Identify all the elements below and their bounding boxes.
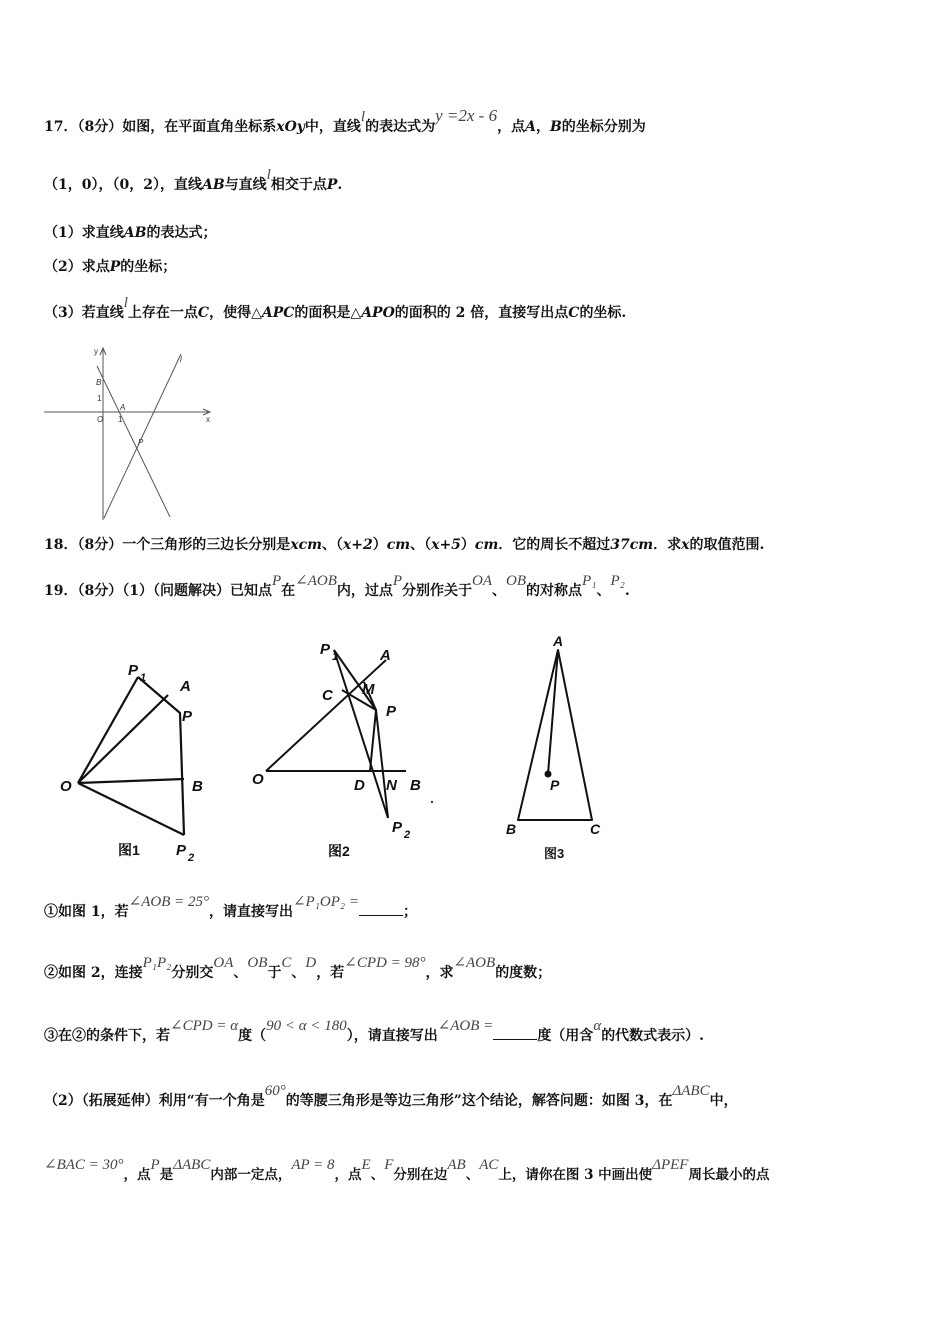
text: ②如图 2，连接: [44, 965, 143, 981]
caption-fig3: 图3: [544, 846, 565, 861]
text: ）: [460, 537, 475, 553]
text: ，求: [425, 965, 454, 981]
var-E: E: [361, 1157, 371, 1173]
unit-cm: cm: [474, 537, 499, 553]
one-y-label: 1: [97, 394, 102, 403]
label-a: A: [380, 647, 391, 664]
q19-item3: [44, 1018, 705, 1045]
q19-item2: [44, 955, 552, 982]
caption-fig1: 图1: [118, 842, 140, 858]
text: 是: [159, 1167, 174, 1183]
var-x5: x+5: [431, 537, 461, 553]
condition: ∠CPD = α: [170, 1018, 239, 1034]
var-APO: APO: [361, 305, 395, 321]
text: 内部一定点，: [210, 1167, 292, 1183]
q17-line2: [44, 167, 343, 194]
text: ③在②的条件下，若: [44, 1028, 170, 1044]
text: 的等腰三角形是等边三角形”这个结论，解答问题：如图 3，在: [285, 1093, 673, 1109]
text: 18．（8分）一个三角形的三边长分别是: [44, 537, 291, 553]
text: 、: [492, 583, 507, 599]
text: 上存在一点: [127, 305, 198, 321]
text: 、: [370, 1167, 385, 1183]
var-P: P: [271, 573, 282, 589]
text: （3）若直线: [44, 305, 124, 321]
text: 的表达式为: [365, 119, 436, 135]
stray-dot: [431, 801, 433, 803]
text: ），请直接写出: [346, 1028, 438, 1044]
a-label: A: [120, 403, 126, 412]
text: （2）（拓展延伸）利用“有一个角是: [44, 1093, 265, 1109]
text: .: [624, 583, 630, 599]
var-OB: OB: [506, 573, 527, 589]
text: 、: [465, 1167, 480, 1183]
text: 相交于点: [270, 177, 327, 193]
label-o: O: [252, 771, 264, 788]
q19-figure-2: [246, 638, 446, 863]
label-b: B: [410, 777, 421, 794]
expression: ∠P₁OP₂ =: [292, 894, 360, 910]
label-p1-sub: 1: [140, 672, 147, 684]
var-l: l: [266, 167, 271, 183]
text: 、（: [321, 537, 343, 553]
var-P: P: [326, 177, 338, 193]
q19-line1: [44, 573, 630, 600]
q17-sub1: [44, 222, 216, 242]
text: 的坐标；: [120, 259, 177, 275]
q19-ext2: [44, 1157, 770, 1184]
seg-o-b: [78, 779, 184, 783]
y-label: y: [94, 347, 98, 356]
answer-blank: [359, 903, 403, 916]
text: ．它的周长不超过: [498, 537, 611, 553]
text: 的对称点: [526, 583, 583, 599]
triangle-abc: ΔABC: [173, 1157, 211, 1173]
text: 分别作关于: [402, 583, 473, 599]
text: .: [337, 177, 343, 193]
var-p1p2: P₁P₂: [142, 955, 172, 971]
text: ；: [403, 904, 418, 920]
line-ab: [97, 366, 170, 517]
var-P1: P₁: [582, 573, 597, 589]
var-P: P: [150, 1157, 160, 1173]
label-a: A: [553, 633, 564, 649]
text: 上，请你在图 3 中画出使: [498, 1167, 653, 1183]
var-AB: AB: [201, 177, 225, 193]
text: 在: [281, 583, 296, 599]
label-d: D: [354, 777, 365, 794]
answer-blank: [493, 1027, 537, 1040]
angle-aob: ∠AOB: [295, 573, 337, 589]
var-l: l: [360, 109, 366, 125]
text: ）: [372, 537, 387, 553]
q18-line: [44, 534, 764, 554]
text: （1，0），（0，2），直线: [44, 177, 202, 193]
var-xoy: xOy: [276, 119, 305, 135]
one-x-label: 1: [118, 415, 123, 424]
var-AB: AB: [123, 225, 147, 241]
q17-sub3: [44, 295, 627, 322]
var-OA: OA: [213, 955, 234, 971]
var-C: C: [197, 305, 210, 321]
text: ．求: [653, 537, 682, 553]
var-l: l: [123, 295, 128, 311]
perimeter: 37cm: [610, 537, 654, 553]
text: 的度数；: [495, 965, 552, 981]
text: 17．（8分）如图，在平面直角坐标系: [44, 119, 277, 135]
label-p2-sub: 2: [404, 829, 411, 841]
o-label: O: [97, 415, 104, 424]
text: 的代数式表示）.: [601, 1028, 705, 1044]
text: 的坐标.: [579, 305, 627, 321]
text: 19．（8分）（1）（问题解决）已知点: [44, 583, 272, 599]
p-label: P: [138, 438, 144, 447]
label-p: P: [550, 777, 560, 793]
angle-bac: ∠BAC = 30°: [44, 1157, 124, 1173]
text: 度（: [238, 1028, 267, 1044]
text: ，使得△: [209, 305, 262, 321]
var-F: F: [384, 1157, 394, 1173]
label-o: O: [60, 778, 72, 795]
var-P2: P₂: [610, 573, 625, 589]
seg-o-p1: [78, 677, 138, 783]
label-p1: P: [128, 662, 139, 679]
text: 于: [267, 965, 282, 981]
label-c: C: [590, 821, 601, 837]
triangle-pef: ΔPEF: [652, 1157, 689, 1173]
label-b: B: [192, 778, 203, 795]
var-x: x: [681, 537, 690, 553]
var-x2: x+2: [342, 537, 373, 553]
var-D: D: [305, 955, 317, 971]
label-p1-sub: 1: [332, 651, 339, 663]
text: （2）求点: [44, 259, 110, 275]
q19-figure-3: [496, 628, 616, 863]
b-label: B: [96, 378, 102, 387]
text: 与直线: [224, 177, 267, 193]
text: （1）求直线: [44, 225, 124, 241]
condition: ∠CPD = 98°: [344, 955, 426, 971]
label-b: B: [506, 821, 517, 837]
text: 度（用含: [537, 1028, 594, 1044]
text: 中，: [709, 1093, 738, 1109]
text: 的面积的 2 倍，直接写出点: [394, 305, 569, 321]
equation: y =2x - 6: [435, 106, 498, 125]
x-label: x: [206, 415, 210, 424]
text: ，请直接写出: [208, 904, 293, 920]
line-l: [104, 354, 181, 518]
label-p: P: [182, 708, 193, 725]
text: 周长最小的点: [688, 1167, 770, 1183]
caption-fig2: 图2: [328, 843, 350, 859]
label-n: N: [386, 777, 397, 794]
text: 的表达式；: [146, 225, 217, 241]
q17-line1: [44, 106, 646, 136]
text: 、: [596, 583, 611, 599]
q19-figure-1: [56, 655, 226, 870]
var-alpha: α: [593, 1018, 602, 1034]
var-C: C: [281, 955, 292, 971]
var-AB: AB: [447, 1157, 466, 1173]
seg-o-a: [78, 695, 168, 783]
text: ，点: [123, 1167, 151, 1183]
unit-cm: cm: [386, 537, 411, 553]
var-B: B: [549, 119, 562, 135]
var-A: A: [525, 119, 536, 135]
text: 的面积是△: [294, 305, 362, 321]
text: 中，直线: [304, 119, 361, 135]
q17-coordinate-figure: [40, 342, 220, 522]
var-APC: APC: [261, 305, 295, 321]
label-p2-sub: 2: [188, 852, 195, 864]
var-OB: OB: [247, 955, 268, 971]
label-c: C: [322, 687, 333, 704]
text: 、: [233, 965, 248, 981]
text: 的坐标分别为: [561, 119, 646, 135]
text: 的取值范围.: [689, 537, 765, 553]
q19-item1: [44, 894, 418, 921]
text: 分别在边: [393, 1167, 448, 1183]
text: 分别交: [171, 965, 214, 981]
text: ，点: [334, 1167, 362, 1183]
ap-value: AP = 8: [291, 1157, 335, 1173]
condition: ∠AOB = 25°: [128, 894, 209, 910]
text: ，若: [316, 965, 345, 981]
angle-60: 60°: [264, 1083, 286, 1099]
var-P: P: [392, 573, 403, 589]
label-a: A: [180, 678, 191, 695]
seg-o-p2: [78, 783, 184, 835]
q19-ext1: [44, 1083, 738, 1110]
l-label: l: [180, 355, 182, 364]
label-p: P: [386, 703, 397, 720]
text: ①如图 1，若: [44, 904, 129, 920]
label-m: M: [362, 681, 375, 698]
var-C: C: [568, 305, 580, 321]
angle-aob: ∠AOB: [453, 955, 496, 971]
range: 90 < α < 180: [266, 1018, 347, 1034]
text: 、: [291, 965, 306, 981]
text: 、（: [410, 537, 432, 553]
var-xcm: xcm: [290, 537, 322, 553]
var-AC: AC: [479, 1157, 499, 1173]
text: 内，过点: [336, 583, 393, 599]
var-P: P: [109, 259, 121, 275]
var-OA: OA: [472, 573, 493, 589]
label-p2: P: [176, 842, 187, 859]
label-p1: P: [320, 641, 331, 658]
text: ，点: [497, 119, 526, 135]
label-p2: P: [392, 819, 403, 836]
triangle-abc: ΔABC: [672, 1083, 710, 1099]
text: ，: [535, 119, 550, 135]
angle-aob: ∠AOB =: [437, 1018, 494, 1034]
q17-sub2: [44, 256, 176, 276]
